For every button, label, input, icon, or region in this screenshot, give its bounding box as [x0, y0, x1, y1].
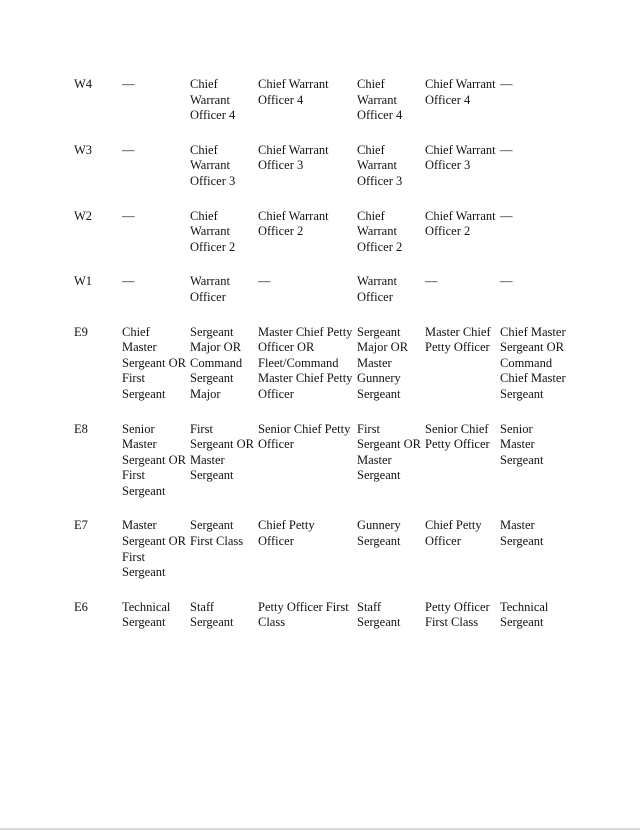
rank-cell: Chief Master Sergeant OR First Sergeant [122, 324, 186, 401]
rank-cell: — [122, 274, 135, 289]
rank-cell: Master Sergeant [500, 518, 544, 549]
rank-cell: Chief Warrant Officer 2 [357, 208, 403, 254]
rank-cell: First Sergeant OR Master Sergeant [357, 421, 421, 483]
grade-cell: E6 [74, 599, 88, 614]
rank-cell: Technical Sergeant [122, 599, 171, 630]
table-row-w4 [74, 77, 570, 143]
rank-cell: Chief Warrant Officer 4 [258, 77, 329, 107]
rank-cell: Warrant Officer [357, 274, 397, 304]
rank-cell: — [258, 274, 271, 289]
rank-cell: Chief Warrant Officer 2 [425, 208, 496, 239]
rank-table [74, 77, 570, 631]
rank-cell: Chief Warrant Officer 4 [425, 77, 496, 107]
grade-cell: W4 [74, 77, 93, 91]
rank-cell: Chief Warrant Officer 3 [258, 142, 329, 173]
rank-cell: Master Sergeant OR First Sergeant [122, 518, 186, 580]
rank-cell: Chief Warrant Officer 3 [425, 142, 496, 173]
rank-cell: Staff Sergeant [190, 599, 234, 630]
rank-cell: — [500, 274, 513, 289]
rank-cell: Technical Sergeant [500, 599, 549, 630]
grade-cell: W1 [74, 274, 93, 289]
rank-cell: Master Chief Petty Officer [425, 324, 491, 355]
rank-cell: — [500, 142, 513, 157]
grade-cell: E7 [74, 518, 88, 533]
rank-cell: — [122, 208, 135, 223]
rank-cell: Petty Officer First Class [258, 599, 349, 630]
table-row-w2 [74, 209, 570, 275]
rank-cell: Senior Chief Petty Officer [258, 421, 351, 452]
rank-cell: Warrant Officer [190, 274, 230, 304]
rank-cell: Chief Warrant Officer 3 [357, 142, 403, 188]
grade-cell: W3 [74, 142, 93, 157]
grade-cell: E8 [74, 421, 88, 436]
rank-cell: Sergeant First Class [190, 518, 244, 549]
rank-cell: Sergeant Major OR Master Gunnery Sergeant [357, 324, 409, 401]
rank-cell: Chief Warrant Officer 4 [357, 77, 403, 123]
rank-cell: Chief Warrant Officer 4 [190, 77, 236, 123]
rank-cell: — [500, 77, 513, 91]
rank-cell: — [500, 208, 513, 223]
rank-cell: — [122, 77, 135, 91]
rank-cell: First Sergeant OR Master Sergeant [190, 421, 254, 483]
rank-cell: Chief Petty Officer [425, 518, 482, 549]
grade-cell: E9 [74, 324, 88, 339]
rank-cell: Gunnery Sergeant [357, 518, 401, 549]
rank-cell: Sergeant Major OR Command Sergeant Major [190, 324, 243, 401]
table-row-e7 [74, 518, 570, 599]
rank-cell: Chief Petty Officer [258, 518, 315, 549]
table-row-e8 [74, 422, 570, 519]
table-row-w1 [74, 274, 570, 324]
rank-cell: Senior Master Sergeant OR First Sergeant [122, 421, 186, 498]
rank-cell: Petty Officer First Class [425, 599, 490, 630]
grade-cell: W2 [74, 208, 93, 223]
rank-cell: Chief Master Sergeant OR Command Chief Master Sergeant [500, 324, 566, 401]
rank-cell: Chief Warrant Officer 2 [258, 208, 329, 239]
rank-cell: — [122, 142, 135, 157]
rank-cell: Senior Master Sergeant [500, 421, 544, 467]
rank-cell: — [425, 274, 438, 289]
table-row-e6 [74, 600, 570, 631]
rank-cell: Chief Warrant Officer 2 [190, 208, 236, 254]
table-row-e9 [74, 325, 570, 422]
rank-cell: Staff Sergeant [357, 599, 401, 630]
table-row-w3 [74, 143, 570, 209]
rank-cell: Chief Warrant Officer 3 [190, 142, 236, 188]
rank-cell: Senior Chief Petty Officer [425, 421, 490, 452]
rank-cell: Master Chief Petty Officer OR Fleet/Command Master Chief Petty Officer [258, 324, 353, 401]
